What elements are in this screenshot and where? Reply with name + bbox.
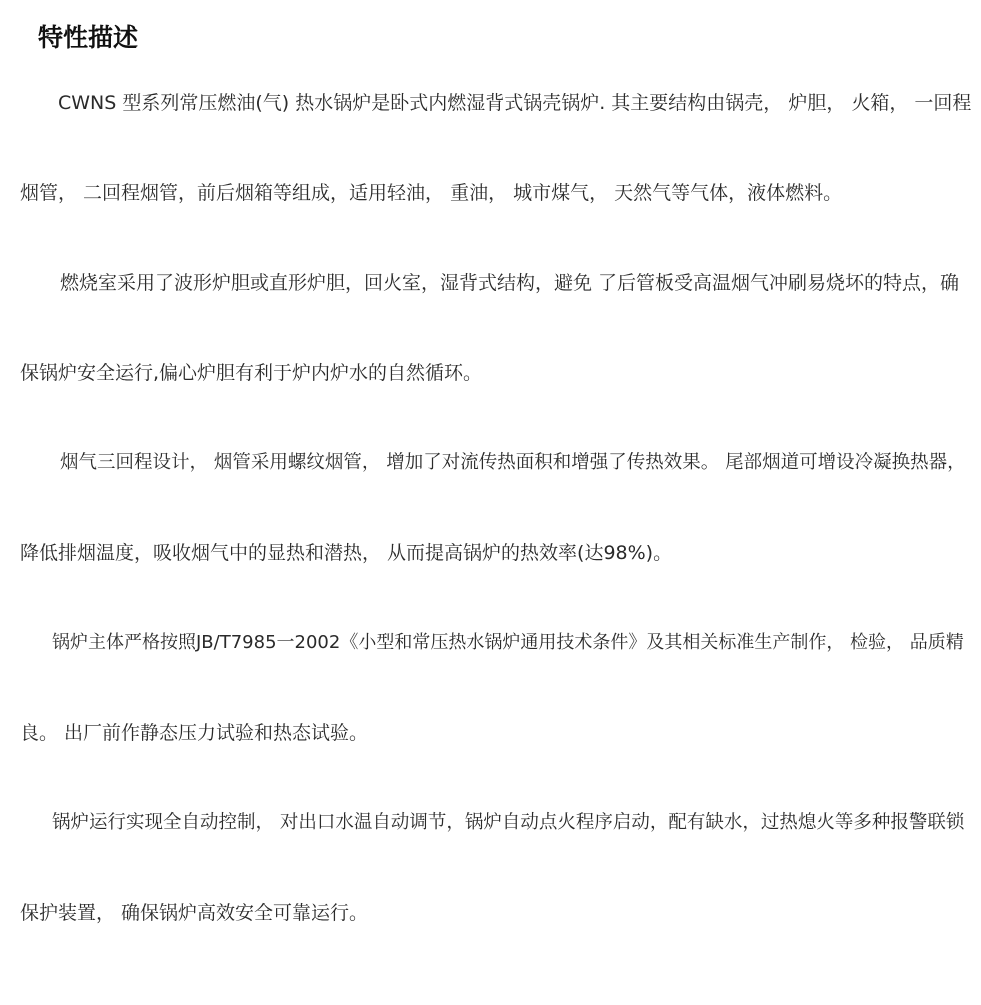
paragraph-5-line-1: 锅炉运行实现全自动控制， 对出口水温自动调节，锅炉自动点火程序启动，配有缺水，过热熄火等多种报警联锁 xyxy=(52,812,965,833)
paragraph-4-line-1: 锅炉主体严格按照JB/T7985一2002《小型和常压热水锅炉通用技术条件》及其相关标准生产制作， 检验， 品质精 xyxy=(52,632,964,653)
paragraph-3-line-2: 降低排烟温度，吸收烟气中的显热和潜热， 从而提高锅炉的热效率(达98%)。 xyxy=(20,542,673,564)
paragraph-1-line-2: 烟管， 二回程烟管，前后烟箱等组成，适用轻油， 重油， 城市煤气， 天然气等气体，液体燃料。 xyxy=(20,182,843,204)
paragraph-2-line-2: 保锅炉安全运行,偏心炉胆有利于炉内炉水的自然循环。 xyxy=(20,362,483,384)
paragraph-4-line-2: 良。 出厂前作静态压力试验和热态试验。 xyxy=(20,722,369,744)
paragraph-2-line-1: 燃烧室采用了波形炉胆或直形炉胆，回火室，湿背式结构，避免 了后管板受高温烟气冲刷易烧坏的特点，确 xyxy=(60,272,960,294)
paragraph-3-line-1: 烟气三回程设计， 烟管采用螺纹烟管， 增加了对流传热面积和增强了传热效果。 尾部烟道可增设冷凝换热器， xyxy=(60,452,966,473)
paragraph-1-line-1: CWNS 型系列常压燃油(气) 热水锅炉是卧式内燃湿背式锅壳锅炉. 其主要结构由锅壳， 炉胆， 火箱， 一回程 xyxy=(58,92,972,114)
paragraph-5-line-2: 保护装置， 确保锅炉高效安全可靠运行。 xyxy=(20,902,369,924)
section-title: 特性描述 xyxy=(38,23,139,52)
